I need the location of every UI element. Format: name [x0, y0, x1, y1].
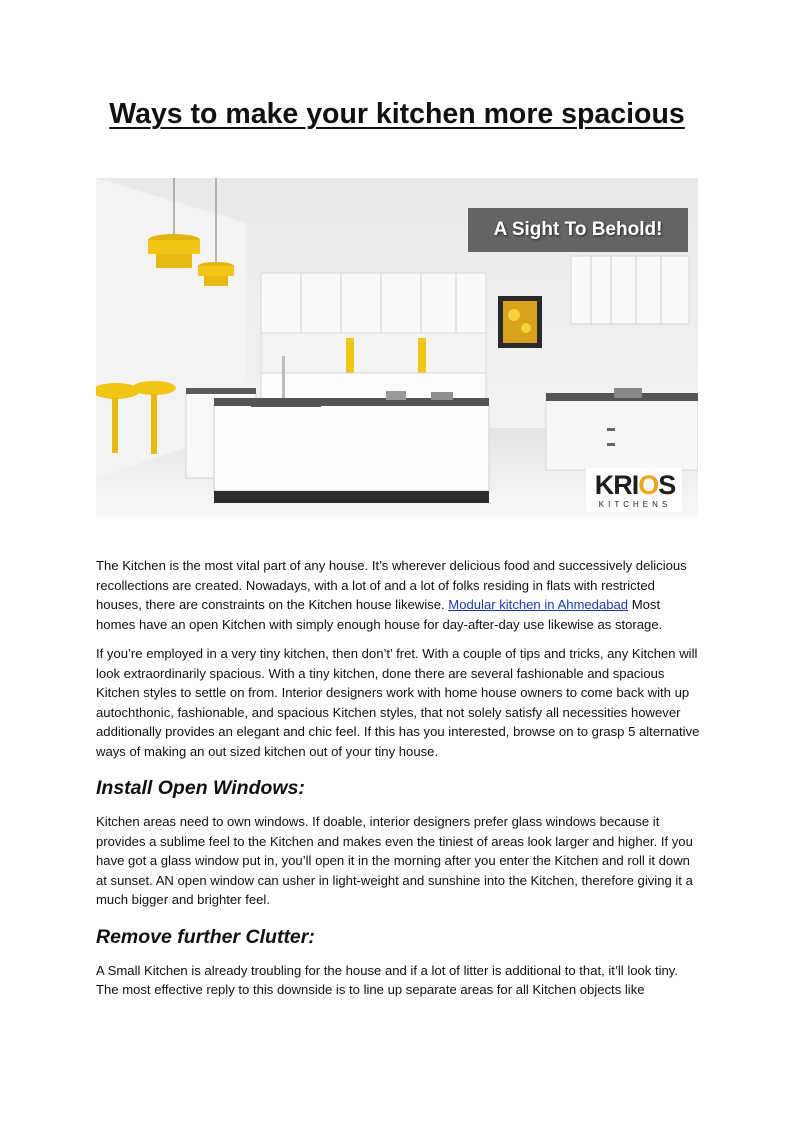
heading-remove-clutter: Remove further Clutter: [96, 925, 315, 948]
intro-text: The Kitchen is the most vital part of any house. It’s wherever delicious food and successively delicious recollections are created. Nowadays, with a lot of and a lot of folks residing in flats with restricted houses, there are constraints on the Kitchen house likewise. [96, 558, 687, 612]
logo-prefix: KRI [594, 470, 639, 500]
krios-logo [587, 471, 683, 499]
article-body [96, 556, 700, 1010]
hero-banner-text: A Sight To Behold! [493, 219, 663, 240]
paragraph-remove-clutter: A Small Kitchen is already troubling for the house and if a lot of litter is additional to that, it’ll look tiny. The most effective reply to this downside is to line up separate areas for all Kitchen objects like [96, 962, 679, 997]
intro-text-after: Most homes have an open Kitchen with simply enough house for day-after-day use likewise as storage. [96, 597, 663, 632]
logo-o: O [638, 470, 659, 500]
paragraph-tiny-kitchen: If you’re employed in a very tiny kitchen, then don’t’ fret. With a couple of tips and tricks, any Kitchen will look extraordinarily spacious. With a tiny kitchen, done there are several fashionable and spacious Kitchen styles to settle on from. Interior designers work with home house owners to come back with up autochthonic, fashionable, and spacious Kitchen styles, that not solely satisfy all necessities however additionally provides an elegant and chic feel. If this has you interested, browse on to grasp 5 alternative ways of making an out sized kitchen out of your tiny house. [96, 646, 700, 759]
paragraph-open-windows: Kitchen areas need to own windows. If doable, interior designers prefer glass windows because it provides a sublime feel to the Kitchen and makes even the tiniest of areas look larger and higher. If you have got a glass window put in, you’ll open it in the morning after you enter the Kitchen and roll it down at sunset. AN open window can usher in light-weight and sunshine into the Kitchen, therefore giving it a much bigger and brighter feel. [96, 814, 693, 907]
logo-suffix: S [658, 470, 676, 500]
modular-kitchen-link[interactable]: Modular kitchen in Ahmedabad [448, 597, 629, 612]
paragraph-intro [96, 556, 700, 634]
heading-open-windows: Install Open Windows: [96, 777, 305, 799]
logo-subtitle: KITCHENS [598, 500, 672, 509]
page-title: Ways to make your kitchen more spacious [109, 98, 685, 130]
